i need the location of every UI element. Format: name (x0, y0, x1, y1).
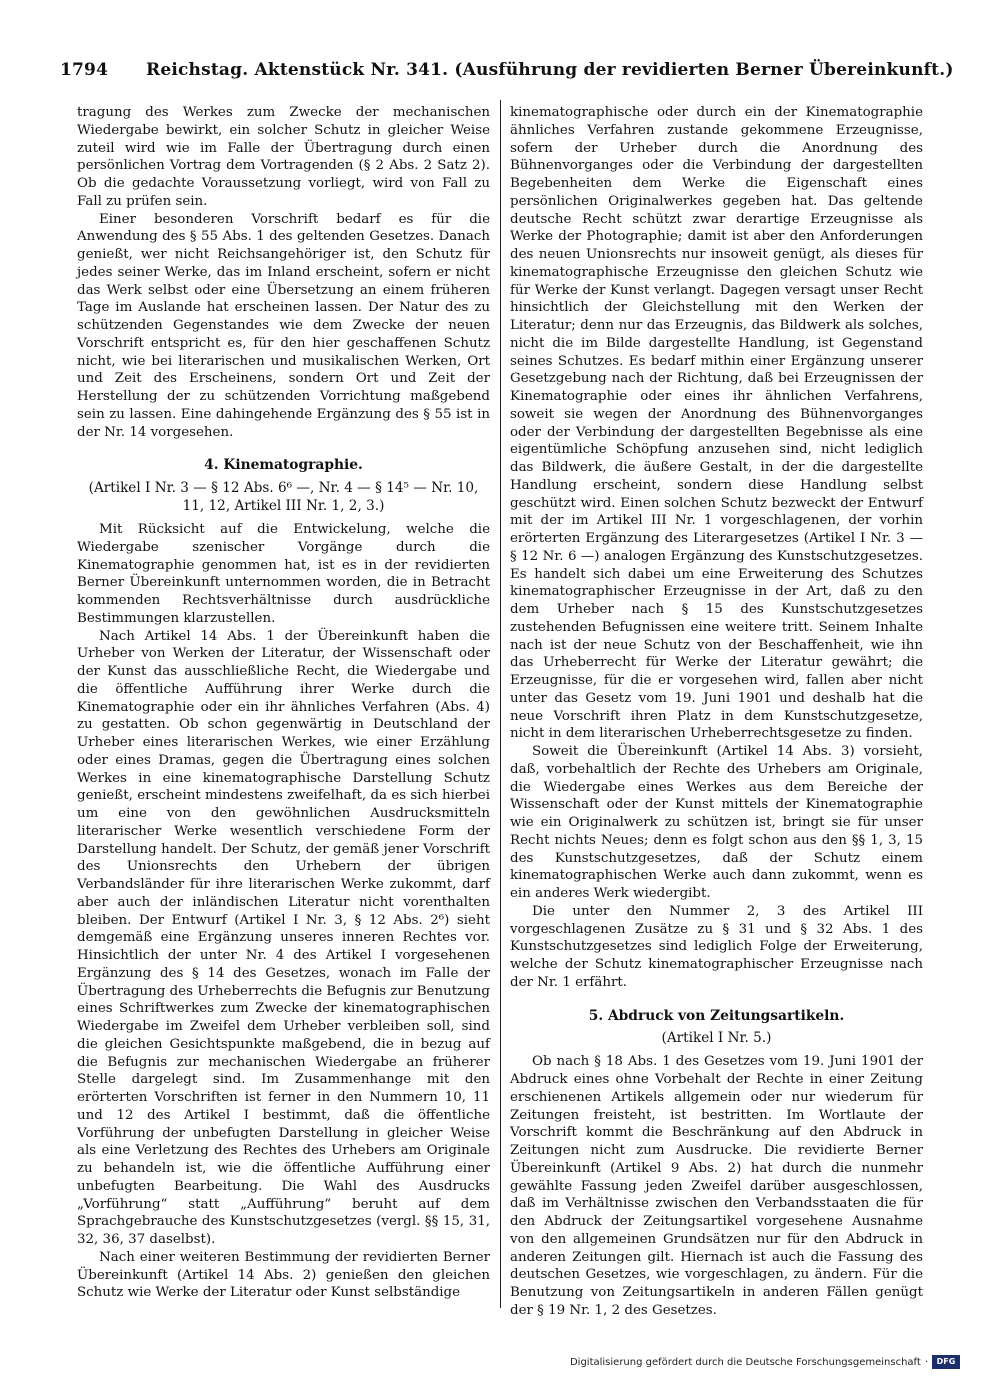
section-reference: (Artikel I Nr. 5.) (661, 1030, 772, 1047)
section-heading: 5. Abdruck von Zeitungsartikeln. (588, 1007, 845, 1024)
paragraph: Einer besonderen Vorschrift bedarf es für die Anwendung des § 55 Abs. 1 des geltenden Gesetzes. Danach genießt, wer nicht Reichsangehöriger ist, den Schutz für jedes seiner Werke, das im Inland erscheint, sofern er nicht das Werk selbst oder eine Übersetzung an einem früheren Tage im Auslande hat erscheinen lassen. Der Natur des zu schützenden Gegenstandes wie dem Zwecke der neuen Vorschrift entspricht es, für den hier geschaffenen Schutz nicht, wie bei literarischen und musikalischen Werken, Ort und Zeit des Erscheinens, sondern Ort und Zeit der Herstellung der zu schützenden Vorrichtung maßgebend sein zu lassen. Eine dahingehende Ergänzung des § 55 ist in der Nr. 14 vorgesehen. (77, 211, 490, 440)
column-divider (500, 100, 501, 1308)
digitization-credit (570, 1355, 960, 1369)
paragraph: Mit Rücksicht auf die Entwickelung, welche die Wiedergabe szenischer Vorgänge durch die Kinematographie genommen hat, ist es in der revidierten Berner Übereinkunft unternommen worden, die in Betracht kommenden Rechtsverhältnisse durch ausdrückliche Bestimmungen klarzustellen. (77, 522, 490, 626)
separator-dot: · (924, 1356, 928, 1368)
header-title: Reichstag. Aktenstück Nr. 341. (Ausführung der revidierten Berner Übereinkunft.) (146, 60, 954, 80)
paragraph: Soweit die Übereinkunft (Artikel 14 Abs. 3) vorsieht, daß, vorbehaltlich der Rechte des Urhebers am Originale, die Wiedergabe eines Werkes aus dem Bereiche der Wissenschaft oder der Kunst mittels der Kinematographie wie ein Originalwerk zu schützen ist, bringt sie für unser Recht nichts Neues; denn es folgt schon aus den §§ 1, 3, 15 des Kunstschutzgesetzes, daß der Schutz einem kinematographischen Werke auch dann zukommt, wenn es ein anderes Werk wiedergibt. (510, 744, 923, 901)
paragraph: tragung des Werkes zum Zwecke der mechanischen Wiedergabe bewirkt, ein solcher Schutz in gleicher Weise zuteil wird wie im Falle der Übertragung durch einen persönlichen Vortrag dem Vortragenden (§ 2 Abs. 2 Satz 2). Ob die gedachte Voraussetzung vorliegt, wird von Fall zu Fall zu prüfen sein. (77, 105, 490, 209)
paragraph: Nach Artikel 14 Abs. 1 der Übereinkunft haben die Urheber von Werken der Literatur, der Wissenschaft oder der Kunst das ausschließliche Recht, die Wiedergabe und die öffentliche Aufführung ihrer Werke durch die Kinematographie oder ein ihr ähnliches Verfahren (Abs. 4) zu gestatten. Ob schon gegenwärtig in Deutschland der Urheber eines literarischen Werkes, wie einer Erzählung oder eines Dramas, gegen die Übertragung eines solchen Werkes in eine kinematographische Darstellung Schutz genießt, erscheint mindestens zweifelhaft, da es sich hierbei um eine von den gewöhnlichen Ausdrucksmitteln literarischer Werke wesentlich verschiedene Form der Darstellung handelt. Der Schutz, der gemäß jener Vorschrift des Unionsrechts den Urhebern der übrigen Verbandsländer für ihre literarischen Werke zukommt, darf aber auch der inländischen Literatur nicht vorenthalten bleiben. Der Entwurf (Artikel I Nr. 3, § 12 Abs. 2⁶) sieht demgemäß eine Ergänzung unseres inneren Rechtes vor. Hinsichtlich der unter Nr. 4 des Artikel I vorgesehenen Ergänzung des § 14 des Gesetzes, wonach im Falle der Übertragung des Urheberrechts die Befugnis zur Benutzung eines Schriftwerkes zum Zwecke der kinematographischen Wiedergabe im Zweifel dem Urheber verbleiben soll, sind die gleichen Gesichtspunkte maßgebend, die in bezug auf die Befugnis zur mechanischen Wiedergabe an früherer Stelle dargelegt sind. Im Zusammenhange mit den erörterten Vorschriften ist ferner in den Nummern 10, 11 und 12 des Artikel I bestimmt, daß die öffentliche Vorführung der unbefugten Darstellung in gleicher Weise als eine Verletzung des Rechtes des Urhebers am Originale zu behandeln ist, wie die öffentliche Aufführung einer unbefugten Bearbeitung. Die Wahl des Ausdrucks „Vorführung“ statt „Aufführung“ beruht auf dem Sprachgebrauche des Kunstschutzgesetzes (vergl. §§ 15, 31, 32, 36, 37 daselbst). (77, 628, 490, 1247)
dfg-logo-icon: DFG (932, 1355, 960, 1369)
left-column (77, 104, 490, 1302)
paragraph: kinematographische oder durch ein der Kinematographie ähnliches Verfahren zustande gekommene Erzeugnisse, sofern der Urheber durch die Anordnung des Bühnenvorganges oder die Verbindung der dargestellten Begebenheiten dem Werke die Eigenschaft eines persönlichen Originalwerkes gegeben hat. Das geltende deutsche Recht schützt zwar derartige Erzeugnisse als Werke der Photographie; damit ist aber den Anforderungen des neuen Unionsrechts nur insoweit genügt, als dieses für kinematographische Erzeugnisse den gleichen Schutz wie für Werke der Kunst verlangt. Dagegen versagt unser Recht hinsichtlich der Gleichstellung mit den Werken der Literatur; denn nur das Erzeugnis, das Bildwerk als solches, nicht die im Bilde dargestellte Handlung, ist Gegenstand seines Schutzes. Es bedarf mithin einer Ergänzung unserer Gesetzgebung nach der Richtung, daß bei Erzeugnissen der Kinematographie oder eines ihr ähnlichen Verfahrens, soweit sie wegen der Anordnung des Bühnenvorganges oder der Verbindung der dargestellten Begebnisse als eine eigentümliche Schöpfung anzusehen sind, nicht lediglich das Bildwerk, die äußere Gestalt, in der die dargestellte Handlung erscheint, sondern diese Handlung selbst geschützt wird. Einen solchen Schutz bezweckt der Entwurf mit der im Artikel III Nr. 1 vorgeschlagenen, der vorhin erörterten Ergänzung des Literargesetzes (Artikel I Nr. 3 — § 12 Nr. 6 —) analogen Ergänzung des Kunstschutzgesetzes. Es handelt sich dabei um eine Erweiterung des Schutzes kinematographischer Erzeugnisse in der Art, daß zu den dem Urheber nach § 15 des Kunstschutzgesetzes zustehenden Befugnissen eine weitere tritt. Seinem Inhalte nach ist der neue Schutz von der Beschaffenheit, wie ihn das Urheberrecht für Werke der Literatur gewährt; die Erzeugnisse, für die er vorgesehen wird, fallen aber nicht unter das Gesetz vom 19. Juni 1901 und deshalb hat die neue Vorschrift ihren Platz in dem Kunstschutzgesetze, nicht in dem literarischen Urheberrechtsgesetze zu finden. (510, 105, 923, 742)
page-number: 1794 (60, 60, 109, 80)
section-heading: 4. Kinematographie. (204, 457, 363, 474)
paragraph: Nach einer weiteren Bestimmung der revidierten Berner Übereinkunft (Artikel 14 Abs. 2) genießen den gleichen Schutz wie Werke der Literatur oder Kunst selbständige (77, 1249, 490, 1301)
running-header (60, 60, 954, 86)
right-column (510, 104, 923, 1320)
paragraph: Ob nach § 18 Abs. 1 des Gesetzes vom 19. Juni 1901 der Abdruck eines ohne Vorbehalt der Rechte in einer Zeitung erschienenen Artikels allgemein oder nur wiederum für Zeitungen freisteht, ist bestritten. Im Wortlaute der Vorschrift kommt die Beschränkung auf den Abdruck in Zeitungen nicht zum Ausdrucke. Die revidierte Berner Übereinkunft (Artikel 9 Abs. 2) hat durch die nunmehr gewählte Fassung jeden Zweifel darüber ausgeschlossen, daß im Verhältnisse zwischen den Verbandsstaaten die für den Abdruck der Zeitungsartikel vorgesehene Ausnahme von den allgemeinen Grundsätzen nur für den Abdruck in anderen Zeitungen gilt. Hiernach ist auch die Fassung des deutschen Gesetzes, wie vorgeschlagen, zu ändern. Für die Benutzung von Zeitungsartikeln in anderen Fällen genügt der § 19 Nr. 1, 2 des Gesetzes. (510, 1054, 923, 1318)
section-reference: (Artikel I Nr. 3 — § 12 Abs. 6⁶ —, Nr. 4 — § 14⁵ — Nr. 10, 11, 12, Artikel III Nr. 1, 2, 3.) (88, 480, 479, 514)
credit-text: Digitalisierung gefördert durch die Deutsche Forschungsgemeinschaft (569, 1356, 921, 1368)
paragraph: Die unter den Nummer 2, 3 des Artikel III vorgeschlagenen Zusätze zu § 31 und § 32 Abs. 1 des Kunstschutzgesetzes sind lediglich Folge der Erweiterung, welche der Schutz kinematographischer Erzeugnisse nach der Nr. 1 erfährt. (510, 903, 923, 990)
